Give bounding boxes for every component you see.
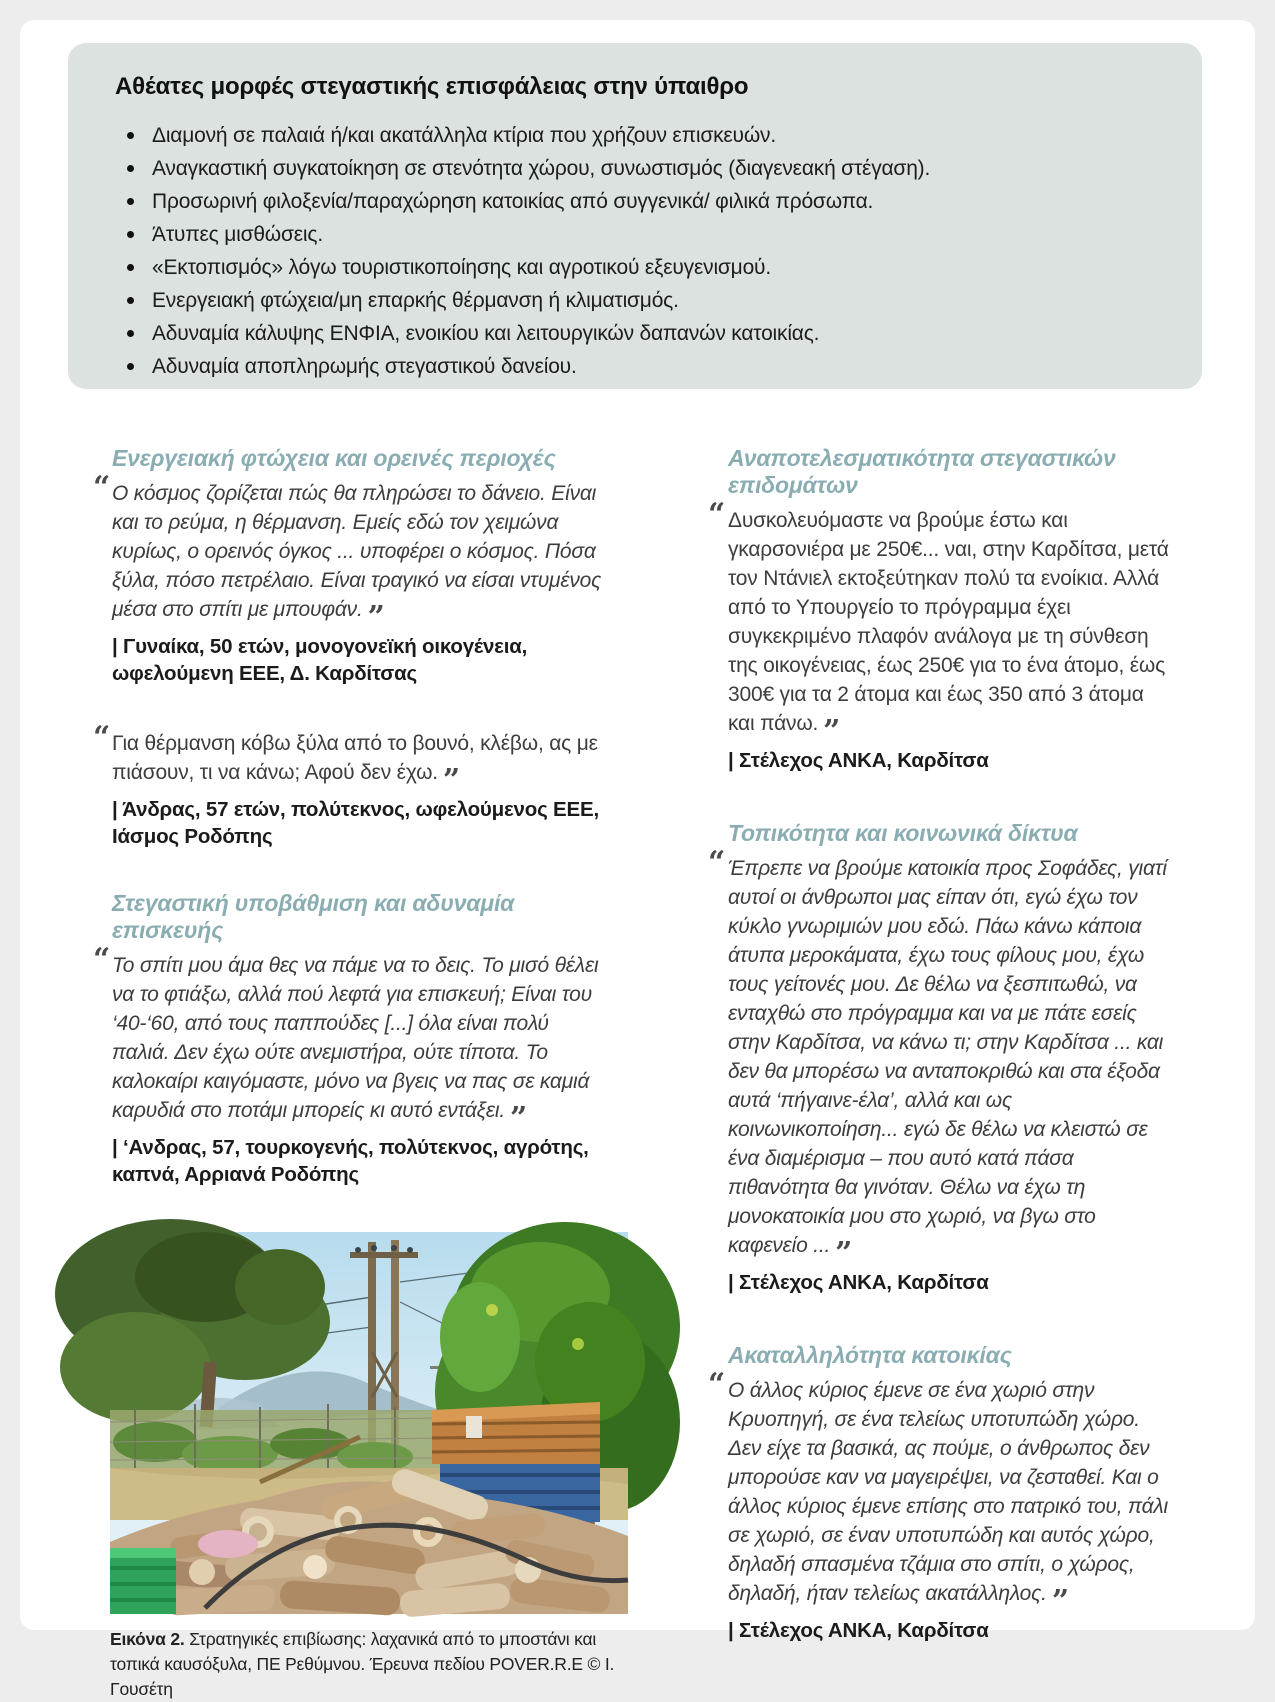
quote-text: Ο κόσμος ζορίζεται πώς θα πληρώσει το δάνειο. Είναι και το ρεύμα, η θέρμανση. Εμείς εδώ τον χειμώνα κυρίως, ο ορεινός όγκος ... υποφέρει ο κόσμος. Πόσα ξύλα, πόσο πετρέλαιο. Είναι τραγικό να είσαι ντυμένος μέσα στο σπίτι με μπουφάν. ” [112,482,602,635]
open-quote-icon: “ [708,845,726,880]
open-quote-icon: “ [708,497,726,532]
figure-caption-label: Εικόνα 2. [110,1629,185,1649]
left-column [92,445,615,1702]
quote-block [690,1367,1172,1644]
quote-text: Το σπίτι μου άμα θες να πάμε να το δεις. Το μισό θέλει να το φτιάξω, αλλά πού λεφτά για επισκευή; Είναι του ‘40-‘60, από τους παππούδες [...] όλα είναι πολύ παλιά. Δεν έχω ούτε ανεμιστήρα, ούτε τίποτα. Το καλοκαίρι καιγόμαστε, μόνο να βγεις να πας σε καμιά καρυδιά στο ποτάμι μπορείς κι αυτό εντάξει. ” [112,954,599,1136]
quote-attribution: | Γυναίκα, 50 ετών, μονογονεϊκή οικογένεια, ωφελούμενη ΕΕΕ, Δ. Καρδίτσας [112,635,528,685]
quote-attribution: | ‘Ανδρας, 57, τουρκογενής, πολύτεκνος, αγρότης, καπνά, Αρριανά Ροδόπης [112,1136,589,1186]
quote-text: Για θέρμανση κόβω ξύλα από το βουνό, κλέβω, ας με πιάσουν, τι να κάνω; Αφού δεν έχω. ” [112,732,598,798]
section-heading: Ακαταλληλότητα κατοικίας [728,1342,1012,1368]
figure-2 [92,1232,615,1702]
figure-caption [110,1627,628,1702]
quote-block [92,470,608,687]
quote-block [92,942,608,1188]
bullet-item: Ενεργειακή φτώχεια/μη επαρκής θέρμανση ή κλιματισμός. [115,284,1156,317]
quote-attribution: | Στέλεχος ΑΝΚΑ, Καρδίτσα [728,1271,989,1294]
quote-text: Δυσκολευόμαστε να βρούμε έστω και γκαρσονιέρα με 250€... ναι, στην Καρδίτσα, μετά τον Ντάνιελ εκτοξεύτηκαν πολύ τα ενοίκια. Αλλά από το Υπουργείο το πρόγραμμα έχει συγκεκριμένο πλαφόν ανάλογα με τη σύνθεση της οικογένειας, έως 250€ για το ένα άτομο, έως 300€ για τα 2 άτομα και έως 350 από 3 άτομα και πάνω. ” [728,509,1169,749]
bullet-item: «Εκτοπισμός» λόγω τουριστικοποίησης και αγροτικού εξευγενισμού. [115,251,1156,284]
section-housing-unsuitability [690,1342,1172,1644]
open-quote-icon: “ [93,470,111,505]
quote-attribution: | Στέλεχος ΑΝΚΑ, Καρδίτσα [728,1619,989,1642]
right-column [690,445,1172,1702]
section-housing-benefits [690,445,1172,774]
section-housing-degradation [92,890,608,1188]
bullet-item: Αναγκαστική συγκατοίκηση σε στενότητα χώρου, συνωστισμός (διαγενεακή στέγαση). [115,152,1156,185]
open-quote-icon: “ [708,1367,726,1402]
open-quote-icon: “ [93,942,111,977]
two-column-layout [20,20,1255,1702]
section-heading: Στεγαστική υποβάθμιση και αδυναμία επισκευής [112,890,515,943]
section-heading: Ενεργειακή φτώχεια και ορεινές περιοχές [112,445,556,471]
open-quote-icon: “ [93,720,111,755]
quote-attribution: | Άνδρας, 57 ετών, πολύτεκνος, ωφελούμενος ΕΕΕ, Ιάσμος Ροδόπης [112,798,599,848]
section-heading: Αναποτελεσματικότητα στεγαστικών επιδομάτων [728,445,1116,498]
document-page [20,20,1255,1699]
quote-text: Έπρεπε να βρούμε κατοικία προς Σοφάδες, γιατί αυτοί οι άνθρωποι μας είπαν ότι, εγώ έχω τον κύκλο γνωριμιών μου εδώ. Πάω κάνω κάποια άτυπα μεροκάματα, έχω τους φίλους μου, έχω τους γείτονές μου. Δε θέλω να ξεσπιτωθώ, να ενταχθώ στο πρόγραμμα και να με πάτε εσείς στην Καρδίτσα, να κάνω τι; στην Καρδίτσα ... και δεν θα μπορέσω να ανταποκριθώ και στα έξοδα αυτά ‘πήγαινε-έλα’, αλλά και ως κοινωνικοποίηση... εγώ δε θέλω να κλειστώ σε ένα διαμέρισμα – που αυτό κατά πάσα πιθανότητα θα γινόταν. Θέλω να έχω τη μονοκατοικία μου στο χωριό, να βγω στο καφενείο ... ” [728,857,1167,1271]
highlight-box-title: Αθέατες μορφές στεγαστικής επισφάλειας στην ύπαιθρο [115,73,749,100]
section-heading: Τοπικότητα και κοινωνικά δίκτυα [728,820,1078,846]
green-crate [110,1548,176,1614]
section-locality-networks [690,820,1172,1296]
bullet-item: Αδυναμία κάλυψης ΕΝΦΙΑ, ενοικίου και λειτουργικών δαπανών κατοικίας. [115,317,1156,350]
bullet-item: Αδυναμία αποπληρωμής στεγαστικού δανείου. [115,350,1156,383]
quote-block [690,845,1172,1296]
quote-attribution: | Στέλεχος ΑΝΚΑ, Καρδίτσα [728,749,989,772]
section-energy-poverty [92,445,608,850]
figure-caption-text: Στρατηγικές επιβίωσης: λαχανικά από το μποστάνι και τοπικά καυσόξυλα, ΠΕ Ρεθύμνου. Έρευνα πεδίου POVER.R.E © Ι. Γουσέτη [110,1629,615,1699]
quote-block [690,497,1172,774]
bullet-item: Διαμονή σε παλαιά ή/και ακατάλληλα κτίρια που χρήζουν επισκευών. [115,119,1156,152]
quote-text: Ο άλλος κύριος έμενε σε ένα χωριό στην Κρυοπηγή, σε ένα τελείως υποτυπώδη χώρο. Δεν είχε τα βασικά, ας πούμε, ο άνθρωπος δεν μπορούσε καν να μαγειρέψει, να ζεσταθεί. Και ο άλλος κύριος έμενε επίσης στο πατρικό του, πάλι σε χωριό, σε έναν υποτυπώδη και αυτός χώρο, δηλαδή σπασμένα τζάμια στο σπίτι, ο χώρος, δηλαδή, ήταν τελείως ακατάλληλος. ” [728,1379,1168,1619]
quote-block [92,720,608,850]
figure-photo-illustration [110,1232,628,1614]
bullet-item: Άτυπες μισθώσεις. [115,218,1156,251]
figure-photo [110,1232,628,1614]
bullet-item: Προσωρινή φιλοξενία/παραχώρηση κατοικίας από συγγενικά/ φιλικά πρόσωπα. [115,185,1156,218]
